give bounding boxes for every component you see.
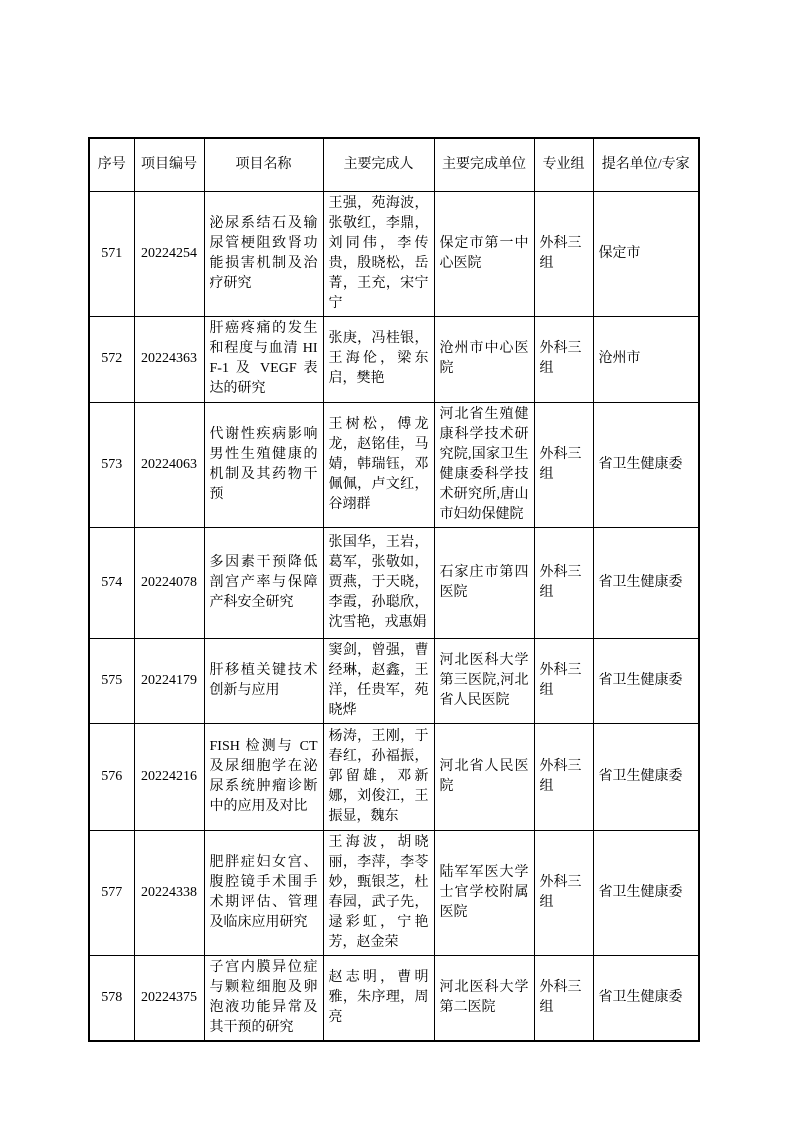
- cell-specialty-group: 外科三组: [534, 316, 593, 402]
- cell-organizations: 河北省生殖健康科学技术研究院,国家卫生健康委科学技术研究所,唐山市妇幼保健院: [434, 402, 534, 527]
- header-project-name: 项目名称: [204, 138, 323, 191]
- cell-contributors: 王海波，胡晓丽，李萍，李苓妙，甄银芝，杜春园，武子先，逯彩虹，宁艳芳，赵金荣: [323, 830, 434, 955]
- cell-contributors: 杨涛，王刚，于春红，孙福振，郭留雄，邓新娜，刘俊江，王振显，魏东: [323, 723, 434, 830]
- cell-contributors: 窦剑，曾强，曹经琳，赵鑫，王洋，任贵军，苑晓烨: [323, 638, 434, 723]
- cell-project-code: 20224216: [134, 723, 204, 830]
- cell-nominator: 省卫生健康委: [593, 830, 699, 955]
- cell-seq: 571: [89, 191, 134, 316]
- header-organizations: 主要完成单位: [434, 138, 534, 191]
- cell-organizations: 陆军军医大学士官学校附属医院: [434, 830, 534, 955]
- cell-organizations: 石家庄市第四医院: [434, 527, 534, 638]
- cell-project-name: 多因素干预降低剖宫产率与保障产科安全研究: [204, 527, 323, 638]
- cell-nominator: 省卫生健康委: [593, 402, 699, 527]
- projects-table: [88, 137, 700, 1042]
- cell-nominator: 省卫生健康委: [593, 955, 699, 1041]
- cell-specialty-group: 外科三组: [534, 527, 593, 638]
- cell-contributors: 王强，苑海波，张敬红，李鼎，刘同伟，李传贵，殷晓松，岳菁，王充，宋宁宁: [323, 191, 434, 316]
- cell-seq: 572: [89, 316, 134, 402]
- table-body: [89, 191, 699, 1041]
- header-specialty-group: 专业组: [534, 138, 593, 191]
- cell-project-code: 20224063: [134, 402, 204, 527]
- cell-seq: 577: [89, 830, 134, 955]
- cell-project-name: 泌尿系结石及输尿管梗阻致肾功能损害机制及治疗研究: [204, 191, 323, 316]
- cell-organizations: 河北省人民医院: [434, 723, 534, 830]
- cell-nominator: 省卫生健康委: [593, 723, 699, 830]
- table-row: [89, 830, 699, 955]
- cell-specialty-group: 外科三组: [534, 830, 593, 955]
- header-project-code: 项目编号: [134, 138, 204, 191]
- cell-organizations: 河北医科大学第三医院,河北省人民医院: [434, 638, 534, 723]
- cell-nominator: 沧州市: [593, 316, 699, 402]
- cell-organizations: 河北医科大学第二医院: [434, 955, 534, 1041]
- cell-project-name: 代谢性疾病影响男性生殖健康的机制及其药物干预: [204, 402, 323, 527]
- cell-contributors: 王树松，傅龙龙，赵铭佳，马婧，韩瑞钰，邓佩佩，卢文红，谷翊群: [323, 402, 434, 527]
- cell-organizations: 沧州市中心医院: [434, 316, 534, 402]
- cell-nominator: 省卫生健康委: [593, 638, 699, 723]
- cell-project-name: FISH 检测与 CT 及尿细胞学在泌尿系统肿瘤诊断中的应用及对比: [204, 723, 323, 830]
- table-row: [89, 527, 699, 638]
- cell-specialty-group: 外科三组: [534, 723, 593, 830]
- cell-project-name: 肝移植关键技术创新与应用: [204, 638, 323, 723]
- cell-project-code: 20224363: [134, 316, 204, 402]
- cell-specialty-group: 外科三组: [534, 191, 593, 316]
- header-nominator: 提名单位/专家: [593, 138, 699, 191]
- cell-contributors: 张国华，王岩，葛军，张敬如，贾燕，于天晓，李霞，孙聪欣，沈雪艳，戎惠娟: [323, 527, 434, 638]
- cell-nominator: 保定市: [593, 191, 699, 316]
- header-seq: 序号: [89, 138, 134, 191]
- table-row: [89, 955, 699, 1041]
- cell-contributors: 赵志明，曹明雅，朱序理，周亮: [323, 955, 434, 1041]
- cell-organizations: 保定市第一中心医院: [434, 191, 534, 316]
- cell-project-name: 肥胖症妇女宫、腹腔镜手术围手术期评估、管理及临床应用研究: [204, 830, 323, 955]
- header-contributors: 主要完成人: [323, 138, 434, 191]
- cell-project-code: 20224375: [134, 955, 204, 1041]
- table-row: [89, 723, 699, 830]
- header-row: [89, 138, 699, 191]
- cell-contributors: 张庚，冯桂银，王海伦，梁东启，樊艳: [323, 316, 434, 402]
- cell-project-name: 子宫内膜异位症与颗粒细胞及卵泡液功能异常及其干预的研究: [204, 955, 323, 1041]
- cell-project-code: 20224078: [134, 527, 204, 638]
- cell-specialty-group: 外科三组: [534, 402, 593, 527]
- cell-nominator: 省卫生健康委: [593, 527, 699, 638]
- cell-specialty-group: 外科三组: [534, 638, 593, 723]
- cell-seq: 576: [89, 723, 134, 830]
- table-row: [89, 316, 699, 402]
- table-header: [89, 138, 699, 191]
- table-row: [89, 638, 699, 723]
- table-row: [89, 402, 699, 527]
- cell-seq: 578: [89, 955, 134, 1041]
- cell-project-code: 20224338: [134, 830, 204, 955]
- cell-project-code: 20224254: [134, 191, 204, 316]
- cell-project-name: 肝癌疼痛的发生和程度与血清 HIF-1 及 VEGF 表达的研究: [204, 316, 323, 402]
- cell-seq: 573: [89, 402, 134, 527]
- cell-project-code: 20224179: [134, 638, 204, 723]
- cell-seq: 575: [89, 638, 134, 723]
- table-row: [89, 191, 699, 316]
- cell-seq: 574: [89, 527, 134, 638]
- cell-specialty-group: 外科三组: [534, 955, 593, 1041]
